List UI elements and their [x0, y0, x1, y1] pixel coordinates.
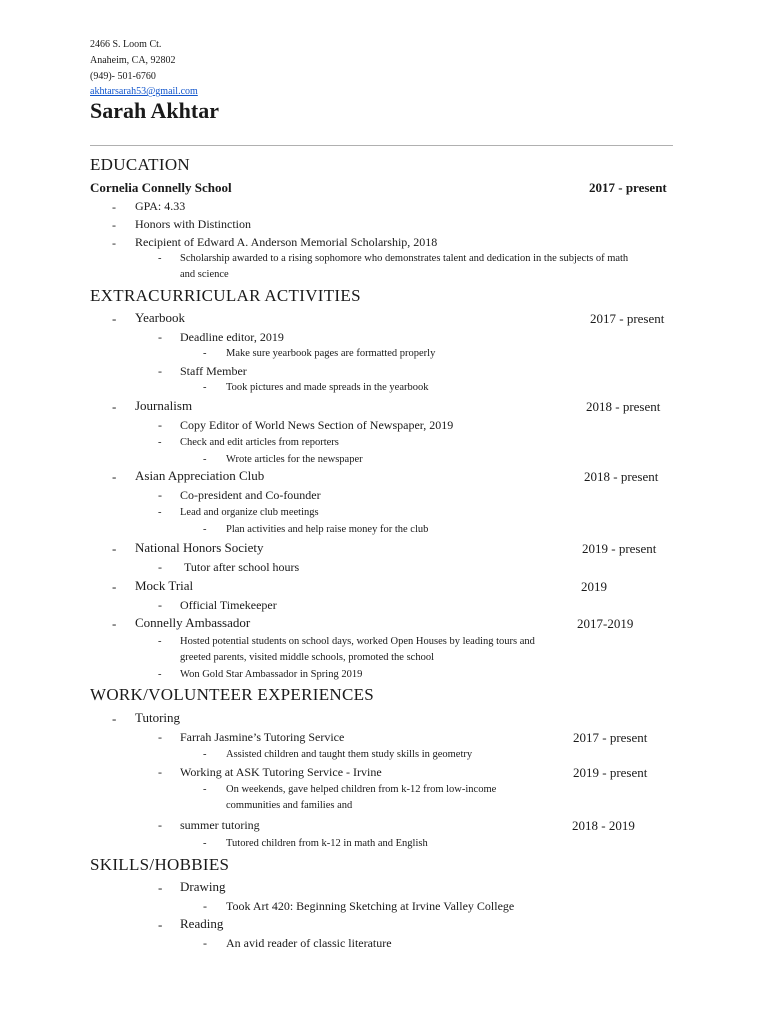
- bullet-dash: -: [112, 541, 117, 556]
- job-dates: 2017 - present: [573, 730, 648, 745]
- bullet-dash: -: [158, 917, 163, 932]
- bullet-dash: -: [158, 364, 162, 378]
- activity-dates: 2017-2019: [577, 616, 634, 631]
- bullet-dash: -: [203, 838, 207, 849]
- activity-role: Staff Member: [180, 364, 247, 378]
- activity-role: Hosted potential students on school days, worked Open Houses by leading tours and: [180, 636, 535, 647]
- bullet-dash: -: [158, 560, 162, 574]
- activity-name: Asian Appreciation Club: [135, 468, 265, 483]
- bullet-dash: -: [158, 730, 162, 744]
- activity-dates: 2018 - present: [586, 399, 661, 414]
- activity-role: Check and edit articles from reporters: [180, 437, 339, 448]
- activity-detail: Took pictures and made spreads in the yearbook: [226, 382, 429, 393]
- bullet-dash: -: [158, 330, 162, 344]
- education-heading: EDUCATION: [90, 155, 190, 174]
- activity-role: Official Timekeeper: [180, 598, 277, 612]
- job-name: Farrah Jasmine’s Tutoring Service: [180, 730, 345, 744]
- activity-detail: Wrote articles for the newspaper: [226, 454, 363, 465]
- activity-role: Deadline editor, 2019: [180, 330, 284, 344]
- bullet-dash: -: [158, 488, 162, 502]
- scholarship-note: and science: [180, 269, 229, 280]
- job-dates: 2019 - present: [573, 765, 648, 780]
- activity-role: Lead and organize club meetings: [180, 507, 319, 518]
- school-name: Cornelia Connelly School: [90, 180, 232, 195]
- skill-name: Reading: [180, 916, 224, 931]
- bullet-dash: -: [112, 200, 116, 214]
- activity-dates: 2018 - present: [584, 469, 659, 484]
- activity-detail: Make sure yearbook pages are formatted properly: [226, 348, 436, 359]
- bullet-dash: -: [158, 598, 162, 612]
- resume-name: Sarah Akhtar: [90, 98, 219, 123]
- activity-role: Tutor after school hours: [184, 560, 300, 574]
- address-line: 2466 S. Loom Ct.: [90, 39, 162, 50]
- bullet-dash: -: [158, 437, 162, 448]
- bullet-dash: -: [158, 418, 162, 432]
- job-name: Working at ASK Tutoring Service - Irvine: [180, 765, 382, 779]
- bullet-dash: -: [203, 899, 207, 913]
- activity-dates: 2017 - present: [590, 311, 665, 326]
- bullet-dash: -: [158, 507, 162, 518]
- activity-name: Connelly Ambassador: [135, 615, 251, 630]
- activity-dates: 2019 - present: [582, 541, 657, 556]
- bullet-dash: -: [112, 311, 117, 326]
- bullet-dash: -: [112, 711, 117, 726]
- education-item: Recipient of Edward A. Anderson Memorial Scholarship, 2018: [135, 235, 438, 249]
- work-heading: WORK/VOLUNTEER EXPERIENCES: [90, 685, 375, 704]
- bullet-dash: -: [158, 669, 162, 680]
- skills-heading: SKILLS/HOBBIES: [90, 855, 230, 874]
- bullet-dash: -: [112, 218, 116, 232]
- activity-detail: Plan activities and help raise money for the club: [226, 524, 429, 535]
- bullet-dash: -: [112, 236, 116, 250]
- bullet-dash: -: [112, 399, 117, 414]
- activity-role: Won Gold Star Ambassador in Spring 2019: [180, 669, 363, 680]
- bullet-dash: -: [203, 524, 207, 535]
- job-detail: communities and families and: [226, 800, 353, 811]
- email-link[interactable]: akhtarsarah53@gmail.com: [90, 86, 198, 97]
- bullet-dash: -: [158, 818, 162, 832]
- header-divider: [90, 145, 673, 146]
- activity-name: National Honors Society: [135, 540, 264, 555]
- skill-detail: Took Art 420: Beginning Sketching at Irvine Valley College: [226, 899, 515, 913]
- job-name: summer tutoring: [180, 818, 260, 832]
- skill-detail: An avid reader of classic literature: [226, 936, 392, 950]
- school-dates: 2017 - present: [589, 180, 667, 195]
- activity-name: Mock Trial: [135, 578, 194, 593]
- job-detail: Tutored children from k-12 in math and English: [226, 838, 428, 849]
- bullet-dash: -: [112, 469, 117, 484]
- scholarship-note: Scholarship awarded to a rising sophomore who demonstrates talent and dedication in the subjects of math: [180, 253, 629, 264]
- education-item: GPA: 4.33: [135, 199, 186, 213]
- job-detail: On weekends, gave helped children from k-12 from low-income: [226, 784, 497, 795]
- extracurricular-heading: EXTRACURRICULAR ACTIVITIES: [90, 286, 361, 305]
- phone-line: (949)- 501-6760: [90, 71, 156, 82]
- bullet-dash: -: [158, 880, 163, 895]
- education-item: Honors with Distinction: [135, 217, 251, 231]
- job-detail: Assisted children and taught them study skills in geometry: [226, 749, 473, 760]
- bullet-dash: -: [112, 616, 117, 631]
- activity-name: Journalism: [135, 398, 193, 413]
- activity-role: greeted parents, visited middle schools, promoted the school: [180, 652, 434, 663]
- bullet-dash: -: [158, 253, 162, 264]
- activity-role: Copy Editor of World News Section of Newspaper, 2019: [180, 418, 454, 432]
- city-line: Anaheim, CA, 92802: [90, 55, 176, 66]
- work-category: Tutoring: [135, 710, 181, 725]
- bullet-dash: -: [112, 579, 117, 594]
- activity-dates: 2019: [581, 579, 607, 594]
- bullet-dash: -: [158, 636, 162, 647]
- bullet-dash: -: [203, 784, 207, 795]
- bullet-dash: -: [203, 936, 207, 950]
- bullet-dash: -: [203, 348, 207, 359]
- skill-name: Drawing: [180, 879, 226, 894]
- activity-role: Co-president and Co-founder: [180, 488, 321, 502]
- activity-name: Yearbook: [135, 310, 185, 325]
- bullet-dash: -: [203, 382, 207, 393]
- job-dates: 2018 - 2019: [572, 818, 635, 833]
- bullet-dash: -: [203, 454, 207, 465]
- bullet-dash: -: [203, 749, 207, 760]
- bullet-dash: -: [158, 765, 162, 779]
